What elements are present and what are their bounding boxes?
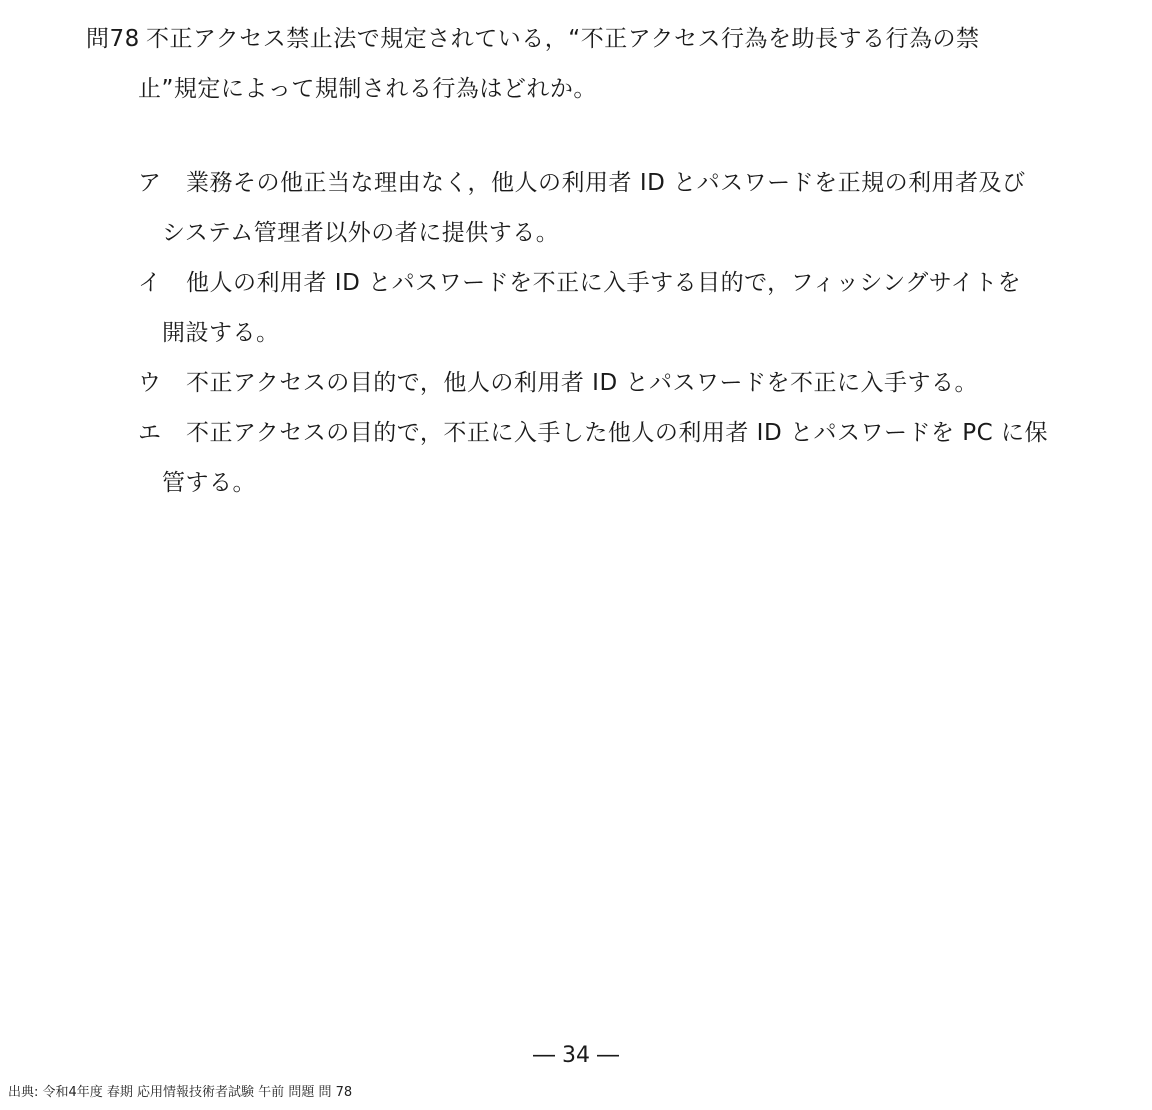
question-number: 問78: [86, 26, 140, 52]
choice-e-line-2: 管する。: [162, 470, 256, 496]
question-stem-line-2: 止”規定によって規制される行為はどれか。: [138, 76, 597, 102]
choice-i-line-1: 他人の利用者 ID とパスワードを不正に入手する目的で，フィッシングサイトを: [186, 270, 1022, 296]
choice-i: [138, 258, 1078, 358]
choice-e-line-1: 不正アクセスの目的で，不正に入手した他人の利用者 ID とパスワードを PC に保: [186, 420, 1049, 446]
choice-u-line-1: 不正アクセスの目的で，他人の利用者 ID とパスワードを不正に入手する。: [186, 370, 978, 396]
choice-a: [138, 158, 1078, 258]
question-text-line-1: [86, 14, 1076, 64]
choice-a-line-2: システム管理者以外の者に提供する。: [162, 220, 560, 246]
answer-choices: [138, 158, 1078, 508]
question-block: [86, 14, 1076, 114]
choice-marker-a: ア: [138, 170, 162, 196]
page-number: ― 34 ―: [533, 1043, 619, 1068]
choice-a-line-1: 業務その他正当な理由なく，他人の利用者 ID とパスワードを正規の利用者及び: [186, 170, 1026, 196]
choice-u: [138, 358, 1078, 408]
choice-e: [138, 408, 1078, 508]
choice-marker-e: エ: [138, 420, 162, 446]
question-stem-line-1: 不正アクセス禁止法で規定されている，“不正アクセス行為を助長する行為の禁: [146, 26, 980, 52]
choice-marker-i: イ: [138, 270, 162, 296]
choice-i-line-2: 開設する。: [162, 320, 280, 346]
source-citation: 出典: 令和4年度 春期 応用情報技術者試験 午前 問題 問 78: [8, 1085, 353, 1100]
choice-marker-u: ウ: [138, 370, 162, 396]
